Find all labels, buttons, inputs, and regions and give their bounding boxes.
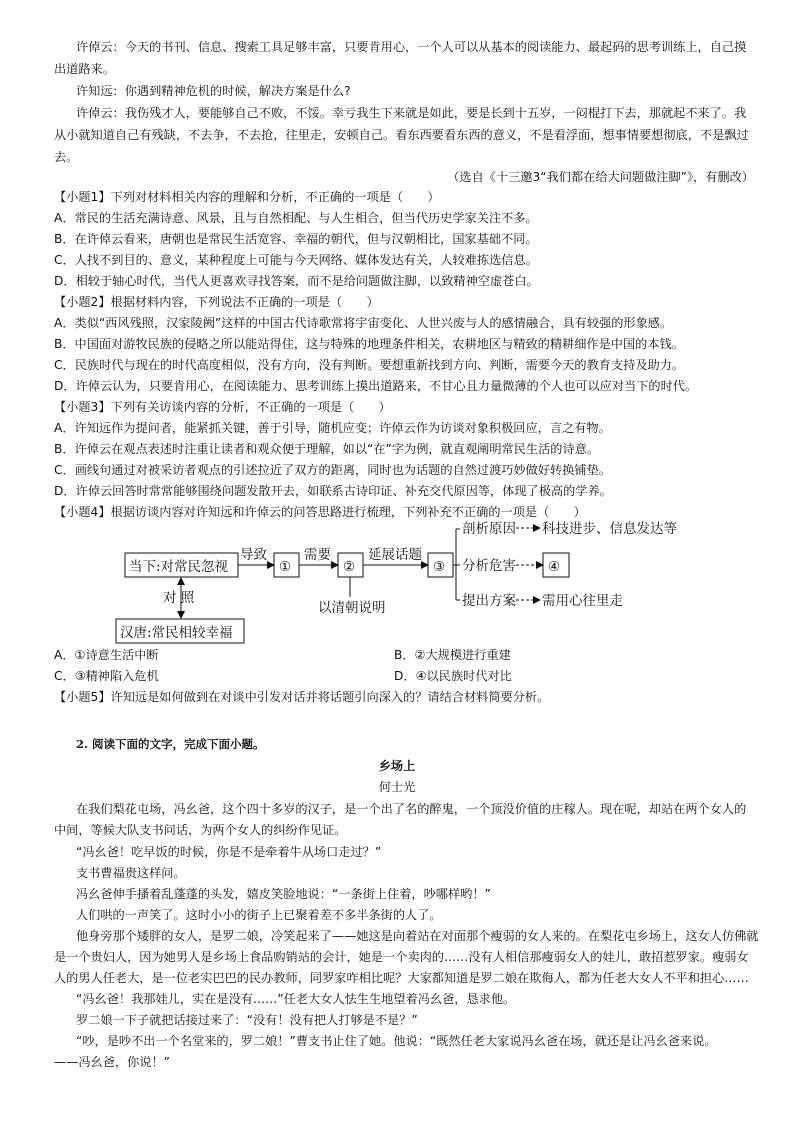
label-compare: 对 照: [163, 590, 195, 606]
option-d: D．④以民族时代对比: [394, 669, 512, 683]
story-line: “冯幺爸！吃早饭的时候，你是不是牵着牛从场口走过？”: [76, 845, 382, 859]
passage-line: 去。: [54, 150, 79, 164]
label-lead: 导致: [240, 547, 267, 563]
option-b: B．许倬云在观点表述时注重让读者和观众便于理解，如以“在”字为例，就直观阐明常民生活的诗意。: [54, 442, 600, 456]
option-d: D．相较于轴心时代，当代人更喜欢寻找答案，而不是给问题做注脚，以致精神空虚苍白。: [54, 274, 539, 288]
diagram-box-1-text: ①: [279, 559, 292, 575]
story-line: 人的男人任老大，是一位老实巴巴的民办教师，同罗家咋相比呢？大家都知道是罗二娘在欺侮人，都为任老大女人不平和担心……: [54, 971, 749, 985]
branch-harm: 分析危害: [462, 558, 516, 574]
question-stem: 【小题2】根据材料内容，下列说法不正确的一项是（ ）: [54, 295, 379, 309]
story-line: 罗二娘一下子就把话接过来了：“没有！没有把人打够是不是？”: [76, 1013, 418, 1027]
label-ming-qing: 以清朝说明: [318, 600, 386, 616]
passage-line: 许倬云：今天的书刊、信息、搜索工具足够丰富，只要肯用心，一个人可以从基本的阅读能力、最起码的思考训练上，自己摸: [76, 40, 747, 54]
option-a: A．类似“西风残照，汉家陵阙”这样的中国古代诗歌常将宇宙变化、人世兴废与人的感情融合，具有较强的形象感。: [54, 316, 673, 330]
option-c: C．画线句通过对被采访者观点的引述拉近了双方的距离，同时也为话题的自然过渡巧妙做好转换铺垫。: [54, 463, 611, 477]
option-a: A．许知远作为提问者，能紧抓关键，善于引导，随机应变；许倬云作为访谈对象积极回应，言之有物。: [54, 421, 611, 435]
branch-cause: 剖析原因: [462, 521, 516, 537]
branch-plan-result: 需用心往里走: [542, 593, 623, 609]
story-line: 在我们梨花屯场，冯幺爸，这个四十多岁的汉子，是一个出了名的醉鬼，一个顶没价值的庄稼人。现在呢，却站在两个女人的: [76, 802, 747, 816]
story-line: 支书曹福贵这样问。: [76, 866, 186, 880]
diagram-box-4-text: ④: [548, 559, 561, 575]
option-d: D．许倬云回答时常常能够围绕问题发散开去，如联系古诗印证、补充交代原因等，体现了极高的学养。: [54, 484, 612, 498]
story-line: “吵，是吵不出一个名堂来的，罗二娘！”曹支书止住了她。他说：“既然任老大家说冯幺爸在场，就还是让冯幺爸来说。: [76, 1034, 717, 1048]
question-stem: 【小题1】下列对材料相关内容的理解和分析，不正确的一项是（ ）: [54, 190, 440, 204]
section-heading: 2. 阅读下面的文字，完成下面小题。: [76, 737, 265, 751]
diagram-box-han-tang-text: 汉唐:常民相较幸福: [120, 625, 233, 641]
question-stem: 【小题5】许知远是如何做到在对谈中引发对话并将话题引向深入的？请结合材料简要分析。: [54, 690, 550, 704]
option-c: C．人找不到目的、意义，某种程度上可能与今天网络、媒体发达有关，人较难拣选信息。: [54, 253, 538, 267]
option-b: B．在许倬云看来，唐朝也是常民生活宽容、幸福的朝代，但与汉朝相比，国家基础不同。: [54, 232, 538, 246]
option-a: A．常民的生活充满诗意、风景，且与自然相配、与人生相合，但当代历史学家关注不多。: [54, 211, 538, 225]
story-line: 人们哄的一声笑了。这时小小的街子上已聚着差不多半条街的人了。: [76, 908, 442, 922]
story-line: 他身旁那个矮胖的女人，是罗二娘，冷笑起来了——她这是向着站在对面那个瘦弱的女人来的。在梨花屯乡场上，这女人仿佛就: [76, 929, 759, 943]
label-need: 需要: [304, 547, 331, 563]
story-line: 中间，等候大队支书问话，为两个女人的纠纷作见证。: [54, 823, 347, 837]
diagram-box-present-text: 当下:对常民忽视: [129, 559, 229, 575]
option-c: C．③精神陷入危机: [54, 669, 159, 683]
story-author: 何士光: [378, 780, 416, 794]
passage-line: 许知远：你遇到精神危机的时候，解决方案是什么?: [76, 84, 351, 98]
passage-line: 出道路来。: [54, 62, 115, 76]
question-stem: 【小题3】下列有关访谈内容的分析，不正确的一项是（ ）: [54, 400, 391, 414]
option-b: B．中国面对游牧民族的侵略之所以能站得住，这与特殊的地理条件相关，农耕地区与精致的精耕细作是中国的本钱。: [54, 337, 684, 351]
branch-brace: [453, 529, 460, 600]
story-line: 是一个贵妇人，因为她男人是乡场上食品购销站的会计，她是一个卖肉的……没有人相信那瘦弱女人的娃儿，敢招惹罗家。瘦弱女: [54, 950, 749, 964]
diagram-box-2-text: ②: [343, 559, 356, 575]
source-note: （选自《十三邀3“我们都在给大问题做注脚”》，有删改）: [447, 170, 754, 184]
question-stem: 【小题4】根据访谈内容对许知远和许倬云的问答思路进行梳理，下列补充不正确的一项是（ ）: [54, 505, 586, 519]
option-a: A．①诗意生活中断: [54, 648, 159, 662]
branch-cause-result: 科技进步、信息发达等: [542, 521, 677, 537]
passage-line: 许倬云：我伤残才人，要能够自己不败，不馁。幸亏我生下来就是如此，要是长到十五岁，一闷棍打下去，那就起不来了。我: [76, 106, 747, 120]
story-title: 乡场上: [378, 759, 416, 773]
option-c: C．民族时代与现在的时代高度相似，没有方向，没有判断。要想重新找到方向、判断，需要今天的教育支持及助力。: [54, 358, 685, 372]
passage-line: 从小就知道自己有残缺，不去争，不去抢，往里走，安顿自己。看东西要看东西的意义，不是看浮面，想事情要想彻底，不是飘过: [54, 128, 749, 142]
story-line: 冯幺爸伸手搔着乱蓬蓬的头发，嬉皮笑脸地说：“一条街上住着，吵哪样哟！”: [76, 887, 491, 901]
story-line: ——冯幺爸，你说！”: [54, 1055, 171, 1069]
option-d: D．许倬云认为，只要肯用心，在阅读能力、思考训练上摸出道路来，不甘心且力量微薄的个人也可以应对当下的时代。: [54, 379, 698, 393]
option-b: B．②大规模进行重建: [394, 648, 511, 662]
story-line: “冯幺爸！我那娃儿，实在是没有……”任老大女人怯生生地望着冯幺爸，恳求他。: [76, 992, 516, 1006]
label-extend: 延展话题: [368, 547, 422, 563]
diagram-box-3-text: ③: [433, 559, 446, 575]
branch-plan: 提出方案: [462, 593, 516, 609]
